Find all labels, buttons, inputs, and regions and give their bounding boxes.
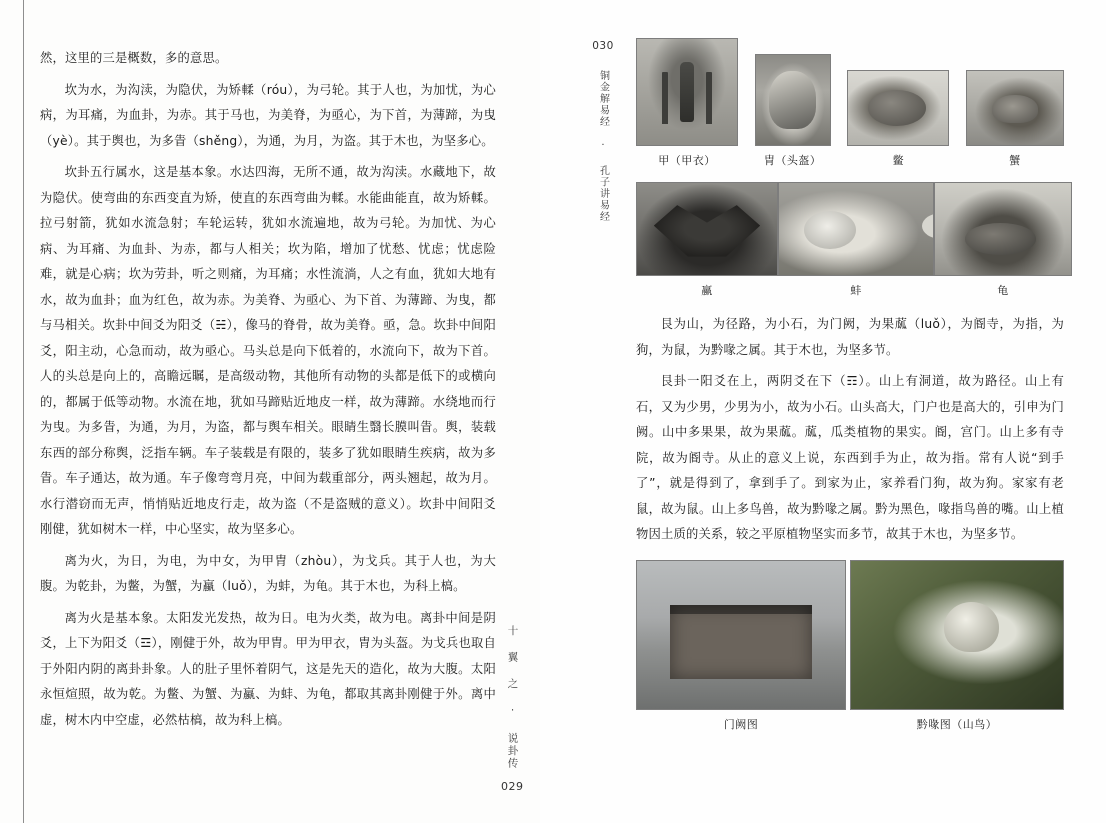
paragraph: 坎为水，为沟渎，为隐伏，为矫輮（róu），为弓轮。其于人也，为加忧，为心病，为耳痛，为血卦，为赤。其于马也，为美脊，为亟心，为下首，为薄蹄，为曳（yè）。其于舆也，为多眚（shěng），为通，为月，为盗。其于木也，为坚多心。 — [40, 82, 496, 148]
figure-bang-caption: 蚌 — [850, 284, 862, 297]
figure-zhou-artwork — [756, 55, 830, 145]
figure-menque — [636, 560, 846, 732]
running-side-label: 十 翼 之 · 说卦传 — [506, 625, 519, 770]
figure-xie-image — [966, 70, 1064, 146]
figure-zhou — [755, 54, 831, 168]
figure-xie-caption: 蟹 — [1009, 154, 1021, 167]
figure-row-1 — [636, 38, 1064, 168]
figure-xie-artwork — [967, 71, 1063, 145]
left-page-body — [40, 46, 496, 733]
figure-menque-artwork — [637, 561, 845, 709]
figure-menque-image — [636, 560, 846, 710]
figure-menque-caption: 门阙图 — [723, 717, 759, 731]
figure-bie-image — [847, 70, 949, 146]
right-page — [540, 0, 1106, 823]
figure-gui-image — [934, 182, 1072, 276]
figure-luo-caption: 蠃 — [701, 284, 713, 297]
figure-jia-image — [636, 38, 738, 146]
right-page-header — [586, 40, 620, 223]
running-side-label: 铜金解易经 · 孔子讲易经 — [597, 70, 609, 223]
figure-luo — [636, 182, 778, 298]
page-number: 029 — [501, 780, 524, 793]
figure-jia-artwork — [637, 39, 737, 145]
paragraph: 艮为山，为径路，为小石，为门阙，为果蓏（luǒ），为阍寺，为指，为狗，为鼠，为黔喙之属。其于木也，为坚多节。 — [636, 317, 1064, 357]
figure-gui — [934, 182, 1072, 298]
figure-gui-artwork — [935, 183, 1071, 275]
figure-row-3 — [636, 560, 1064, 732]
figure-jia-caption: 甲（甲衣） — [658, 154, 716, 167]
figure-row-2 — [636, 182, 1064, 298]
paragraph: 然，这里的三是概数，多的意思。 — [40, 51, 228, 65]
paragraph: 离为火，为日，为电，为中女，为甲胄（zhòu），为戈兵。其于人也，为大腹。为乾卦，为鳖，为蟹，为蠃（luǒ），为蚌，为龟。其于木也，为科上槁。 — [40, 553, 496, 593]
figure-jia — [636, 38, 738, 168]
figure-bie-artwork — [848, 71, 948, 145]
left-page — [0, 0, 540, 823]
figure-gui-caption: 龟 — [997, 284, 1009, 297]
paragraph: 艮卦一阳爻在上，两阴爻在下（☶）。山上有洞道，故为路径。山上有石，又为少男，少男为小，故为小石。山头高大，门户也是高大的，引申为门阙。山中多果果，故为果蓏。蓏，瓜类植物的果实。阍，宫门。山上多有寺院，故为阍寺。从止的意义上说，东西到手为止，故为指。常有人说“到手了”，就是得到了，拿到手了。到家为止，家养看门狗，故为狗。家家有老鼠，故为鼠。山上多鸟兽，故为黔喙之属。黔为黑色，喙指鸟兽的嘴。山上植物因土质的关系，较之平原植物坚实而多节，故其于木也，为坚多节。 — [636, 374, 1064, 541]
figure-qianhui-image — [850, 560, 1064, 710]
figure-xie — [966, 70, 1064, 168]
figure-zhou-image — [755, 54, 831, 146]
left-page-footer — [501, 625, 523, 793]
paragraph: 离为火是基本象。太阳发光发热，故为日。电为火类，故为电。离卦中间是阴爻，上下为阳爻（☲），刚健于外，故为甲胄。甲为甲衣，胄为头盔。为戈兵也取自于外阳内阴的离卦卦象。人的肚子里怀着阴气，这是先天的造化，故为大腹。太阳永恒煊照，故为乾。为鳖、为蟹、为蠃、为蚌、为龟，都取其离卦刚健于外。离中虚，树木内中空虚，必然枯槁，故为科上槁。 — [40, 610, 496, 727]
figure-qianhui-caption: 黔喙图（山鸟） — [916, 717, 998, 731]
figure-bie — [847, 70, 949, 168]
figure-qianhui-artwork — [851, 561, 1063, 709]
figure-qianhui — [850, 560, 1064, 732]
figure-bang-artwork — [779, 183, 933, 275]
figure-bang — [778, 182, 934, 298]
figure-luo-artwork — [637, 183, 777, 275]
figure-bang-image — [778, 182, 934, 276]
paragraph: 坎卦五行属水，这是基本象。水达四海，无所不通，故为沟渎。水藏地下，故为隐伏。使弯曲的东西变直为矫，使直的东西弯曲为輮。水能曲能直，故为矫輮。拉弓射箭，犹如水流急射；车轮运转，犹如水流遍地，故为弓轮。为加忧、为心病、为耳痛、为血卦、为赤，都与人相关；坎为陷，增加了忧愁、忧虑；忧虑险难，就是心病；坎为劳卦，听之则痛，为耳痛；水性流淌，人之有血，犹如大地有水，故为血卦；血为红色，故为赤。为美脊、为亟心、为下首、为薄蹄、为曳，都与马相关。坎卦中间爻为阳爻（☵），像马的脊骨，故为美脊。亟，急。坎卦中间阳爻，阳主动，心急而动，故为亟心。马头总是向下低着的，水流向下，故为下首。人的头总是向上的，高瞻远瞩，是高级动物，其他所有动物的头都是低下的或横向的，都属于低等动物。水流在地，犹如马蹄贴近地皮一样，故为薄蹄。水绕地而行为曳。为多眚，为通，为月，为盗，都与舆车相关。眼睛生翳长膜叫眚。舆，装载东西的部分称舆，泛指车辆。车子装载是有限的，装多了犹如眼睛生疾病，故为多眚。车子通达，故为通。车子像弯弯月亮，中间为载重部分，两头翘起，故为月。水行潜窃而无声，悄悄贴近地皮行走，故为盗（不是盗贼的意义）。坎卦中间阳爻刚健，犹如树木一样，中心坚实，故为坚多心。 — [40, 165, 496, 536]
figure-zhou-caption: 胄（头盔） — [763, 154, 822, 167]
page-margin-rule — [23, 0, 24, 823]
right-page-body — [636, 312, 1064, 548]
figure-bie-caption: 鳖 — [892, 154, 905, 167]
page-number: 030 — [592, 40, 614, 52]
figure-luo-image — [636, 182, 778, 276]
